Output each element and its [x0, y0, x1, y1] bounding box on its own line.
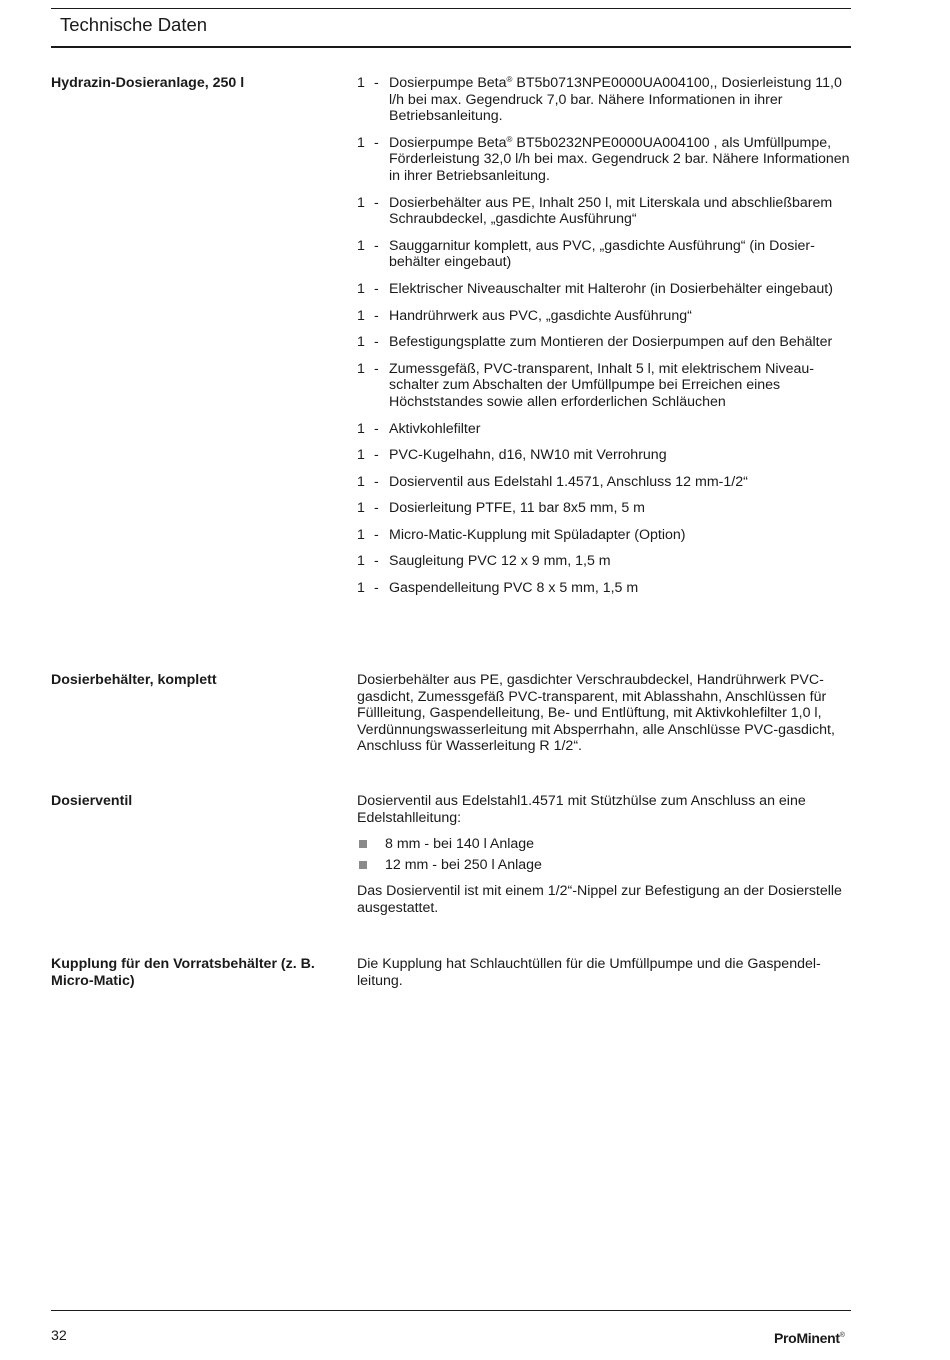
item-text: Handrührwerk aus PVC, „gasdichte Ausführung“: [389, 307, 692, 324]
item-dash: -: [374, 420, 379, 437]
component-item: [357, 421, 851, 438]
item-dash: -: [374, 75, 379, 91]
component-item: [357, 75, 851, 125]
item-text: Zumessgefäß, PVC-transparent, Inhalt 5 l, mit elektrischem Niveauschalter zum Abschalten der Umfüllpumpe bei Erreichen eines Höchststandes sowie allen erforderlichen Schläuchen: [389, 360, 815, 410]
item-quantity: 1: [357, 526, 365, 543]
item-text: Gaspendelleitung PVC 8 x 5 mm, 1,5 m: [389, 580, 639, 597]
item-text: Dosierpumpe Beta: [389, 134, 507, 151]
section-text: Die Kupplung hat Schlauchtüllen für die Umfüllpumpe und die Gaspendelleitung.: [357, 956, 821, 989]
footer-rule: [51, 1310, 851, 1311]
header-bottom-rule: [51, 46, 851, 48]
item-dash: -: [374, 307, 379, 324]
item-dash: -: [374, 360, 379, 377]
section-text: Dosierbehälter aus PE, gasdichter Verschraubdeckel, Handrührwerk PVC-gasdicht, Zumessgefäß PVC-transparent, mit Ablasshahn, Anschlüssen für Füllleitung, Gaspendelleitung, Be- und Entlüftung, mit Aktivkohlefilter 1,0 l, Verdünnungswasserleitung mit Absperrhahn, alle Anschlüsse PVC-gasdicht, Anschluss für Wasserleitung R 1/2“.: [357, 672, 835, 755]
item-quantity: 1: [357, 334, 365, 351]
square-bullet-icon: [359, 861, 367, 869]
bullet-text: 12 mm - bei 250 l Anlage: [385, 856, 542, 873]
item-dash: -: [374, 447, 379, 464]
section-intro: Dosierventil aus Edelstahl1.4571 mit Stützhülse zum Anschluss an eine Edelstahlleitung:: [357, 793, 806, 826]
item-dash: -: [374, 500, 379, 517]
item-quantity: 1: [357, 360, 365, 377]
item-text: PVC-Kugelhahn, d16, NW10 mit Verrohrung: [389, 447, 667, 464]
item-quantity: 1: [357, 134, 365, 151]
item-dash: -: [374, 334, 379, 351]
item-dash: -: [374, 473, 379, 490]
component-item: [357, 281, 851, 298]
component-item: [357, 474, 851, 491]
component-item: [357, 334, 851, 351]
square-bullet-icon: [359, 840, 367, 848]
item-dash: -: [374, 134, 379, 151]
bullet-item: [357, 836, 851, 853]
component-item: [357, 135, 851, 185]
item-text-continued: BT5b0713NPE0000UA004100,, Dosierleistung 11,0 l/h bei max. Gegendruck 7,0 bar. Nähere Informationen in ihrer Betriebsanleitung.: [389, 75, 842, 125]
section-body: [357, 793, 851, 927]
bullet-item: [357, 857, 851, 874]
item-quantity: 1: [357, 473, 365, 490]
registered-mark: ®: [839, 1332, 845, 1339]
item-quantity: 1: [357, 280, 365, 297]
bullet-text: 8 mm - bei 140 l Anlage: [385, 836, 535, 853]
item-quantity: 1: [357, 75, 365, 91]
section-title: Kupplung für den Vorratsbehälter (z. B. Micro-Matic): [51, 956, 315, 989]
item-quantity: 1: [357, 447, 365, 464]
item-text: Dosierbehälter aus PE, Inhalt 250 l, mit Literskala und abschließbarem Schraubdeckel, „gasdichte Ausführung“: [389, 194, 833, 228]
registered-mark: ®: [506, 75, 513, 84]
item-quantity: 1: [357, 420, 365, 437]
prominent-logo: [774, 1330, 845, 1346]
item-quantity: 1: [357, 580, 365, 597]
component-item: [357, 238, 851, 271]
item-dash: -: [374, 580, 379, 597]
section-title: Dosierbehälter, komplett: [51, 672, 217, 688]
item-quantity: 1: [357, 553, 365, 570]
page-number: 32: [51, 1328, 67, 1344]
item-text: Saugleitung PVC 12 x 9 mm, 1,5 m: [389, 553, 611, 570]
item-dash: -: [374, 526, 379, 543]
item-quantity: 1: [357, 237, 365, 254]
item-text: Befestigungsplatte zum Montieren der Dosierpumpen auf den Behälter: [389, 334, 833, 351]
header-top-rule: [51, 8, 851, 9]
component-list: [357, 75, 851, 607]
item-text: Dosierventil aus Edelstahl 1.4571, Anschluss 12 mm-1/2“: [389, 473, 748, 490]
logo-text: ProMinent: [774, 1330, 840, 1346]
section-body: [357, 672, 851, 765]
item-text-continued: BT5b0232NPE0000UA004100 , als Umfüllpumpe, Förderleistung 32,0 l/h bei max. Gegendruck 2 bar. Nähere Informationen in ihrer Betriebsanleitung.: [389, 134, 850, 184]
item-text: Dosierpumpe Beta: [389, 75, 507, 91]
component-item: [357, 527, 851, 544]
section-title: Dosierventil: [51, 793, 133, 809]
item-dash: -: [374, 194, 379, 211]
section-outro: Das Dosierventil ist mit einem 1/2“-Nippel zur Befestigung an der Dosierstelle ausgestattet.: [357, 883, 842, 916]
item-dash: -: [374, 237, 379, 254]
page-title: Technische Daten: [60, 14, 208, 35]
component-item: [357, 553, 851, 570]
item-text: Dosierleitung PTFE, 11 bar 8x5 mm, 5 m: [389, 500, 645, 517]
component-item: [357, 308, 851, 325]
item-quantity: 1: [357, 194, 365, 211]
component-item: [357, 447, 851, 464]
section-body: [357, 956, 851, 999]
item-quantity: 1: [357, 307, 365, 324]
item-text: Elektrischer Niveauschalter mit Halterohr (in Dosierbehälter eingebaut): [389, 280, 833, 297]
registered-mark: ®: [506, 134, 513, 144]
item-text: Aktivkohlefilter: [389, 420, 481, 437]
component-item: [357, 361, 851, 411]
component-item: [357, 500, 851, 517]
item-text: Micro-Matic-Kupplung mit Spüladapter (Option): [389, 526, 686, 543]
item-quantity: 1: [357, 500, 365, 517]
item-dash: -: [374, 280, 379, 297]
section-title: Hydrazin-Dosieranlage, 250 l: [51, 75, 245, 91]
component-item: [357, 195, 851, 228]
component-item: [357, 580, 851, 597]
item-dash: -: [374, 553, 379, 570]
item-text: Sauggarnitur komplett, aus PVC, „gasdichte Ausführung“ (in Dosierbehälter eingebaut): [389, 237, 815, 271]
